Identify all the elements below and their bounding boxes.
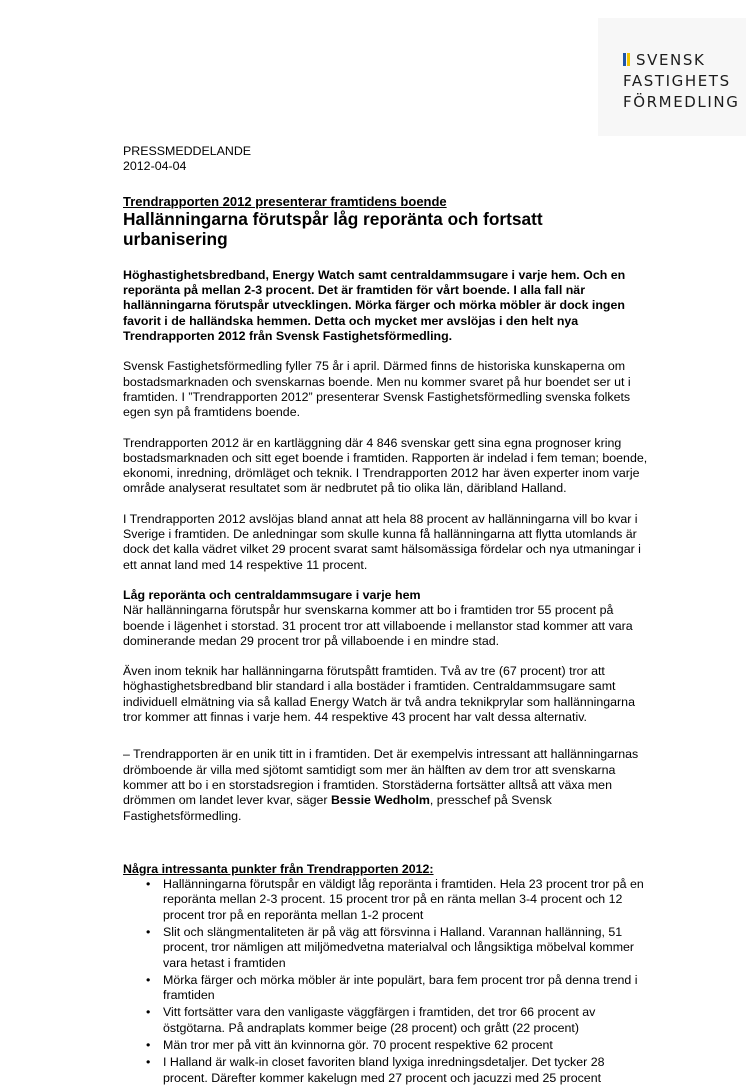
logo-line-3: FÖRMEDLING — [623, 93, 740, 111]
list-item: • Mörka färger och mörka möbler är inte populärt, bara fem procent tror på denna trend i framtiden — [146, 972, 638, 1003]
bullet-icon: • — [146, 877, 151, 892]
quote-title: , presschef på Svensk Fastighetsförmedling. — [123, 793, 552, 823]
bullet-icon: • — [146, 924, 151, 939]
points-heading: Några intressanta punkter från Trendrapporten 2012: — [123, 861, 434, 876]
logo-line-2: FASTIGHETS — [623, 72, 731, 90]
quote-paragraph — [123, 747, 648, 823]
bullet-icon: • — [146, 1038, 151, 1053]
section-paragraph-2: Även inom teknik har hallänningarna förutspått framtiden. Två av tre (67 procent) tror att höghastighetsbredband blir standard i alla bostäder i framtiden. Centraldammsugare samt individuell elmätning via så kallad Energy Watch är två andra teknikprylar som hallänningarna tror kommer att finnas i varje hem. 44 respektive 43 procent har valt dessa alternativ. — [123, 664, 635, 725]
headline: Hallänningarna förutspår låg reporänta och fortsatt urbanisering — [123, 208, 543, 250]
bullet-icon: • — [146, 1005, 151, 1020]
list-item: • Hallänningarna förutspår en väldigt låg reporänta i framtiden. Hela 23 procent tror på en reporänta mellan 2-3 procent. 15 procent tror på en ränta mellan 3-4 procent och 12 procent tror på en reporänta mellan 1-2 procent — [146, 877, 644, 922]
list-item: • Vitt fortsätter vara den vanligaste väggfärgen i framtiden, det tror 66 procent av östgötarna. På andraplats kommer beige (28 procent) och grått (22 procent) — [146, 1005, 596, 1035]
paragraph-1: Svensk Fastighetsförmedling fyller 75 år i april. Därmed finns de historiska kunskaperna om bostadsmarknaden och svenskarnas boende. Men nu kommer svaret på hur boendet ser ut i framtiden. I ”Trendrapporten 2012” presenterar Svensk Fastighetsförmedling svenska folkets egen syn på framtidens boende. — [123, 359, 631, 420]
list-item: • I Halland är walk-in closet favoriten bland lyxiga inredningsdetaljer. Det tycker 28 procent. Därefter kommer kakelugn med 27 procent och jacuzzi med 25 procent — [146, 1055, 605, 1085]
bullet-icon: • — [146, 972, 151, 987]
list-item: • Män tror mer på vitt än kvinnorna gör. 70 procent respektive 62 procent — [146, 1038, 553, 1053]
flag-icon — [623, 51, 631, 64]
section-heading: Låg reporänta och centraldammsugare i varje hem — [123, 587, 421, 602]
section-paragraph-1: När hallänningarna förutspår hur svenskarna kommer att bo i framtiden tror 55 procent på boende i lägenhet i storstad. 31 procent tror att villaboende i mellanstor stad kommer att vara dominerande medan 29 procent tror på villaboende i en mindre stad. — [123, 603, 633, 648]
paragraph-2: Trendrapporten 2012 är en kartläggning där 4 846 svenskar gett sina egna prognoser kring bostadsmarknaden och sitt eget boende i framtiden. Rapporten är indelad i fem teman; boende, ekonomi, inredning, drömläget och teknik. I Trendrapporten 2012 har även experter inom varje område analyserat resultatet som är nedbrutet på tio olika län, däribland Halland. — [123, 435, 648, 496]
company-logo — [623, 50, 739, 113]
logo-line-1: SVENSK — [623, 50, 739, 71]
quote-person-name: Bessie Wedholm — [330, 793, 430, 808]
points-list — [123, 877, 648, 1086]
bullet-icon: • — [146, 1055, 151, 1070]
press-release-body — [123, 144, 648, 1088]
list-item: • Slit och slängmentaliteten är på väg att försvinna i Halland. Varannan hallänning, 51 procent, tror nämligen att miljömedvetna materialval och långsiktiga möbelval kommer vara hetast i framtiden — [146, 924, 635, 970]
kicker: Trendrapporten 2012 presenterar framtidens boende — [123, 193, 447, 209]
release-date: 2012-04-04 — [123, 159, 187, 174]
paragraph-3: I Trendrapporten 2012 avslöjas bland annat att hela 88 procent av hallänningarna vill bo kvar i Sverige i framtiden. De anledningar som skulle kunna få hallänningarna att flytta utomlands är dock det kalla vädret vilket 29 procent svarat samt hälsomässiga fördelar och nya utmaningar i ett annat land med 14 respektive 11 procent. — [123, 511, 641, 572]
lead-paragraph: Höghastighetsbredband, Energy Watch samt centraldammsugare i varje hem. Och en reporänta på mellan 2-3 procent. Det är framtiden för vårt boende. I alla fall när hallänningarna förutspår utvecklingen. Mörka färger och mörka möbler är dock ingen favorit i de halländska hemmen. Detta och mycket mer avslöjas i den helt nya Trendrapporten 2012 från Svensk Fastighetsförmedling. — [123, 267, 626, 344]
quote-text: – Trendrapporten är en unik titt in i framtiden. Det är exempelvis intressant att hallänningarnas drömboende är villa med sjötomt samtidigt som mer än hälften av dem tror att svenskarna kommer att bo i en storstadsregion i framtiden. Storstäderna fortsätter alltså att växa men drömmen om landet lever kvar, säger — [123, 747, 639, 808]
document-type: PRESSMEDDELANDE — [123, 144, 252, 158]
